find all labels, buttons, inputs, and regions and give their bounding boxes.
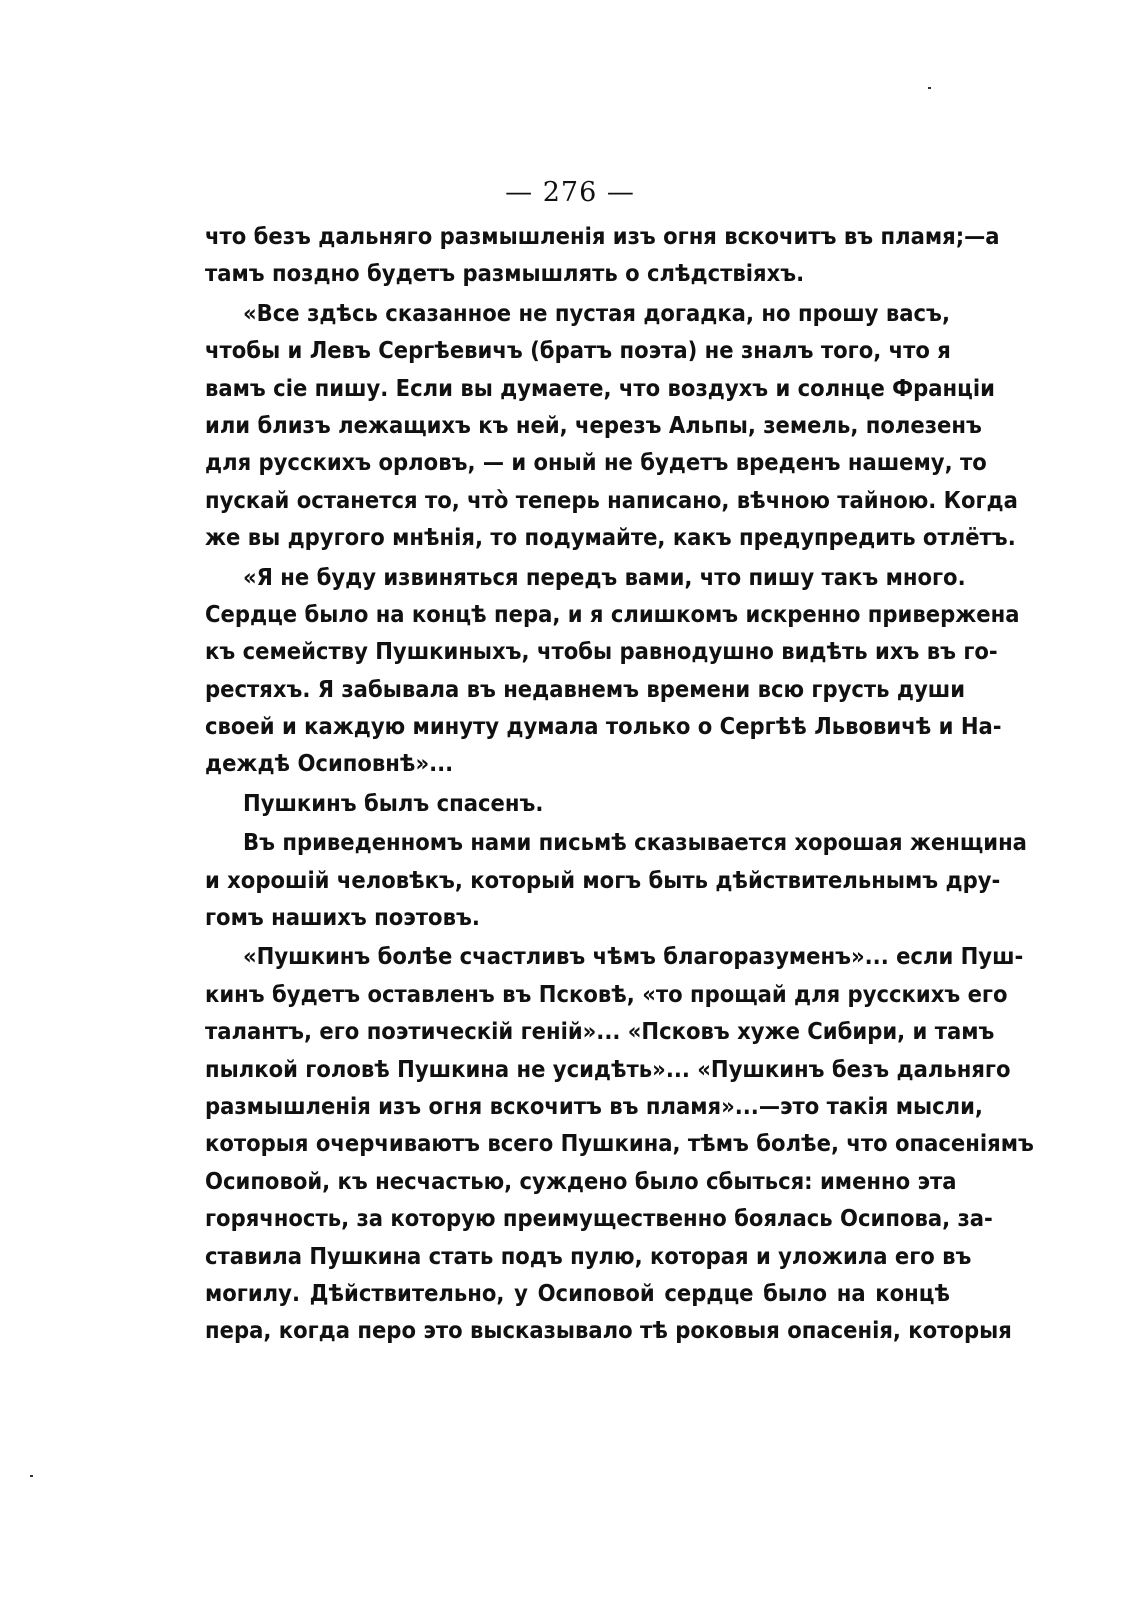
text-line: «Я не буду извиняться передъ вами, что пишу такъ много. (243, 562, 966, 591)
text-line: тамъ поздно будетъ размышлять о слѣдствіяхъ. (205, 259, 805, 288)
text-line: могилу. Дѣйствительно, у Осиповой сердце было на концѣ (205, 1278, 950, 1307)
text-line: пылкой головѣ Пушкина не усидѣть»... «Пушкинъ безъ дальняго (205, 1054, 1011, 1083)
text-line: или близъ лежащихъ къ ней, черезъ Альпы, земель, полезенъ (205, 410, 982, 439)
text-line: горячность, за которую преимущественно боялась Осипова, за- (205, 1204, 993, 1233)
text-line: ставила Пушкина стать подъ пулю, которая и уложила его въ (205, 1241, 972, 1270)
text-line: вамъ сіе пишу. Если вы думаете, что воздухъ и солнце Франціи (205, 373, 995, 402)
text-line: пера, когда перо это высказывало тѣ роковыя опасенія, которыя (205, 1316, 1012, 1345)
text-line: къ семейству Пушкиныхъ, чтобы равнодушно видѣть ихъ въ го- (205, 637, 998, 666)
text-line: и хорошій человѣкъ, который могъ быть дѣйствительнымъ дру- (205, 865, 1001, 894)
text-line: гомъ нашихъ поэтовъ. (205, 903, 480, 932)
text-line: для русскихъ орловъ, — и оный не будетъ вреденъ нашему, то (205, 448, 987, 477)
scan-speck (928, 87, 931, 89)
text-line: своей и каждую минуту думала только о Сергѣѣ Львовичѣ и На- (205, 712, 1002, 741)
text-line: чтобы и Левъ Сергѣевичъ (братъ поэта) не зналъ того, что я (205, 336, 951, 365)
text-line: Сердце было на концѣ пера, и я слишкомъ искренно привержена (205, 599, 1020, 628)
body-text (205, 218, 1034, 1350)
page-number: — 276 — (505, 177, 635, 208)
text-line: что безъ дальняго размышленія изъ огня вскочитъ въ пламя;—а (205, 222, 1000, 250)
text-line: Осиповой, къ несчастью, суждено было сбыться: именно эта (205, 1166, 957, 1195)
text-line: которыя очерчиваютъ всего Пушкина, тѣмъ болѣе, что опасеніямъ (205, 1129, 1034, 1158)
text-line: Въ приведенномъ нами письмѣ сказывается хорошая женщина (243, 828, 1027, 857)
text-line: деждѣ Осиповнѣ»... (205, 749, 454, 778)
text-line: кинъ будетъ оставленъ въ Псковѣ, «то прощай для русскихъ его (205, 979, 1008, 1008)
text-line: Пушкинъ былъ спасенъ. (243, 788, 544, 817)
text-line: «Все здѣсь сказанное не пустая догадка, но прошу васъ, (243, 298, 950, 327)
text-line: «Пушкинъ болѣе счастливъ чѣмъ благоразуменъ»... если Пуш- (243, 942, 1024, 971)
text-line: размышленія изъ огня вскочитъ въ пламя»...—это такія мысли, (205, 1091, 983, 1120)
text-line: талантъ, его поэтическій геній»... «Псковъ хуже Сибири, и тамъ (205, 1017, 995, 1046)
text-line: же вы другого мнѣнія, то подумайте, какъ предупредить отлётъ. (205, 523, 1016, 552)
text-line: пускай останется то, что̀ теперь написано, вѣчною тайною. Когда (205, 485, 1018, 514)
scan-speck (30, 1475, 33, 1477)
text-line: рестяхъ. Я забывала въ недавнемъ времени всю грусть души (205, 674, 966, 703)
